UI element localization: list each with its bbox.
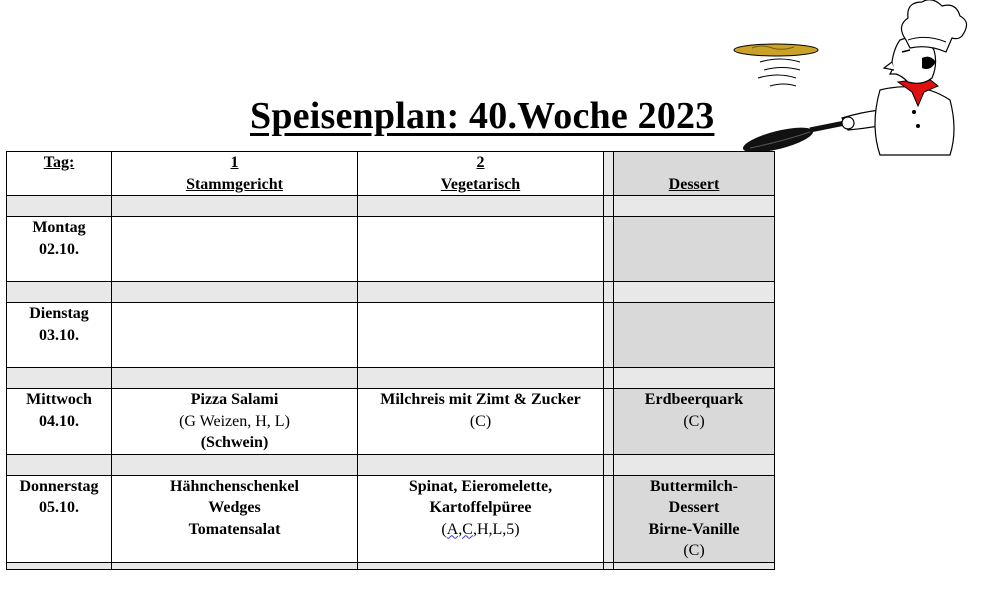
allergens-rest: ,H,L,5) (472, 520, 520, 538)
vegetarian-allergens: (C) (469, 412, 492, 430)
main-dish-name: Pizza Salami (190, 391, 279, 408)
col1-label: Stammgericht (186, 175, 283, 193)
dessert-column-header (614, 152, 775, 196)
col1-number: 1 (230, 154, 239, 171)
main-dish-meat: (Schwein) (200, 434, 269, 451)
day-date: 05.10. (39, 499, 79, 516)
table-row-tuesday (7, 303, 775, 368)
day-name: Mittwoch (26, 391, 92, 408)
day-cell (7, 475, 112, 562)
day-cell (7, 303, 112, 368)
main-dish-line: Hähnchenschenkel (170, 477, 299, 495)
menu-table (6, 151, 775, 570)
vegetarian-cell (358, 217, 604, 282)
dessert-line: Buttermilch- (650, 477, 738, 495)
day-name: Donnerstag (19, 477, 99, 495)
day-name: Montag (32, 219, 86, 236)
dessert-line: Birne-Vanille (648, 520, 740, 538)
dessert-cell (614, 475, 775, 562)
dessert-cell (614, 389, 775, 455)
table-row-monday (7, 217, 775, 282)
day-date: 03.10. (39, 326, 79, 344)
gap-cell (604, 217, 614, 282)
day-name: Dienstag (29, 305, 89, 322)
day-date: 04.10. (39, 412, 79, 430)
main-dish-line: Tomatensalat (188, 520, 281, 538)
dessert-cell (614, 303, 775, 368)
dessert-line: Dessert (668, 499, 720, 516)
spacer-row (7, 454, 775, 475)
vegetarian-dish-line: Spinat, Eieromelette, (408, 477, 553, 495)
gap-cell (604, 303, 614, 368)
paren: ( (441, 520, 447, 538)
main-dish-line: Wedges (208, 499, 261, 516)
day-date: 02.10. (39, 240, 79, 258)
gap-cell (604, 389, 614, 455)
dessert-label: Dessert (668, 175, 720, 193)
dessert-allergens: (C) (683, 542, 705, 559)
col2-number: 2 (476, 154, 485, 171)
day-column-header (7, 152, 112, 196)
dessert-name: Erdbeerquark (644, 391, 744, 408)
table-header-row (7, 152, 775, 196)
main-dish-cell (112, 303, 358, 368)
col2-label: Vegetarisch (440, 175, 521, 193)
table-row-thursday (7, 475, 775, 562)
main-dish-cell (112, 475, 358, 562)
main-dish-cell (112, 217, 358, 282)
vegetarian-dish-line: Kartoffelpüree (429, 499, 532, 516)
page-title: Speisenplan: 40.Woche 2023 (250, 95, 715, 137)
dessert-cell (614, 217, 775, 282)
main-dish-allergens: (G Weizen, H, L) (179, 412, 290, 430)
day-cell (7, 217, 112, 282)
vegetarian-cell (358, 303, 604, 368)
vegetarian-cell (358, 475, 604, 562)
spacer-row (7, 368, 775, 389)
day-label: Tag: (43, 154, 75, 171)
main-dish-column-header (112, 152, 358, 196)
table-row-wednesday (7, 389, 775, 455)
spacer-row (7, 562, 775, 569)
gap-cell (604, 475, 614, 562)
vegetarian-cell (358, 389, 604, 455)
spacer-row (7, 282, 775, 303)
main-dish-cell (112, 389, 358, 455)
vegetarian-dish-name: Milchreis mit Zimt & Zucker (380, 391, 581, 408)
dessert-allergens: (C) (683, 412, 705, 430)
spacer-row (7, 196, 775, 217)
day-cell (7, 389, 112, 455)
allergens-spellcheck: A,C (446, 520, 473, 538)
chef-with-pizza-icon (730, 0, 990, 160)
gap-cell (604, 152, 614, 196)
vegetarian-allergens (358, 519, 603, 541)
vegetarian-column-header (358, 152, 604, 196)
